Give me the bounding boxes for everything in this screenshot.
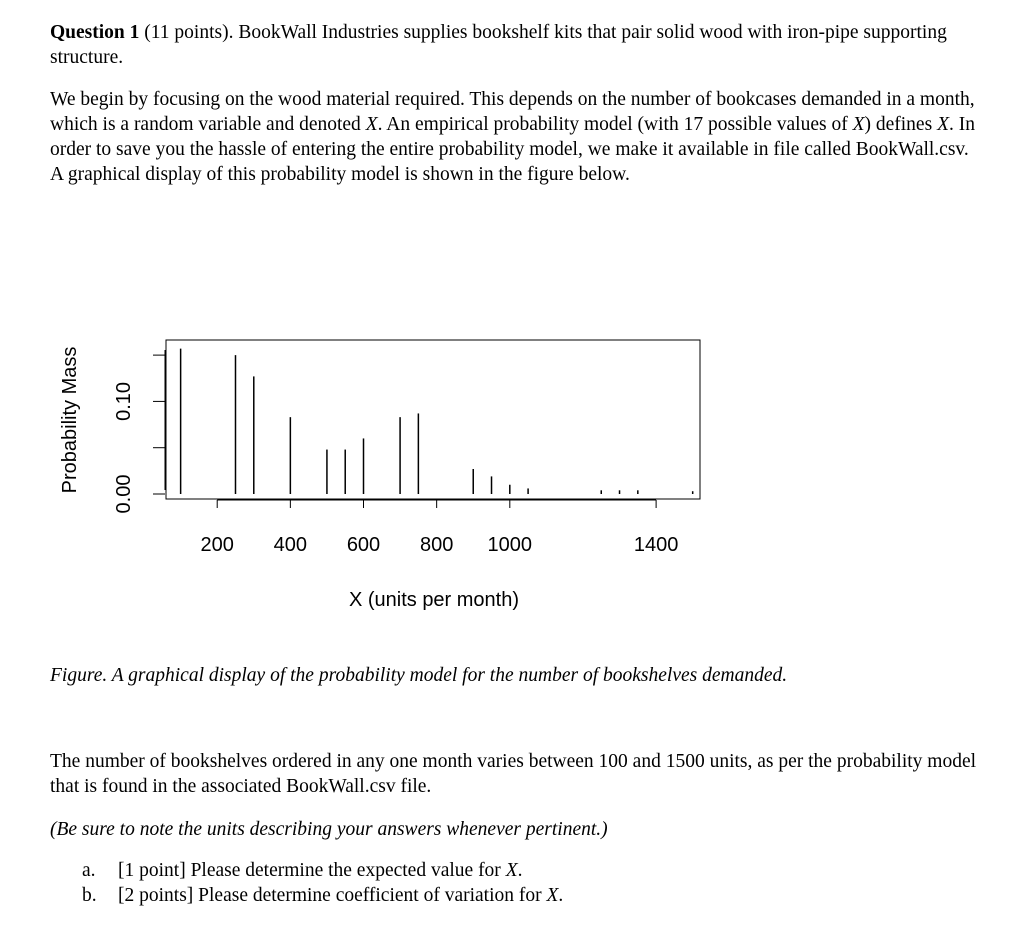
- question-points: (11 points).: [144, 22, 234, 43]
- intro-paragraph: [50, 87, 980, 187]
- item-label: a.: [82, 860, 96, 881]
- intro-text-3: ) defines: [864, 114, 938, 135]
- item-end: .: [517, 860, 523, 881]
- variable-x: X: [852, 114, 865, 135]
- variable-x: X: [505, 860, 518, 881]
- x-tick-label: 400: [273, 534, 308, 556]
- x-tick-label: 800: [419, 534, 454, 556]
- plot-frame: [166, 340, 700, 499]
- intro-text-2: . An empirical probability model (with 17 possible values of: [377, 114, 853, 135]
- variable-x: X: [365, 114, 378, 135]
- x-tick-label: 200: [200, 534, 234, 556]
- intro-text-4: . In order to save you the hassle of entering the entire probability model, we make it available in file called BookWall.csv. A graphical display of this probability model is shown in the figure below.: [50, 114, 975, 185]
- y-tick-label: 0.10: [113, 381, 135, 421]
- item-text: [2 points] Please determine coefficient of variation for: [118, 885, 547, 906]
- y-tick-label: 0.00: [113, 474, 135, 514]
- variable-x: X: [937, 114, 949, 135]
- intro-text-1: We begin by focusing on the wood material required. This depends on the number of bookcases demanded in a month, which is a random variable and denoted: [50, 89, 975, 135]
- question-label: Question 1: [50, 22, 140, 43]
- x-axis: [201, 500, 679, 556]
- range-paragraph: The number of bookshelves ordered in any one month varies between 100 and 1500 units, as per the probability model that is found in the associated BookWall.csv file.: [50, 751, 977, 797]
- y-axis-label: Probability Mass: [59, 346, 81, 494]
- question-text: BookWall Industries supplies bookshelf kits that pair solid wood with iron-pipe supporting structure.: [50, 22, 947, 68]
- x-axis-label: X (units per month): [348, 589, 520, 611]
- x-tick-label: 1000: [487, 534, 533, 556]
- question-item-b: [82, 883, 563, 908]
- item-label: b.: [82, 885, 97, 906]
- question-heading: [50, 20, 980, 70]
- probability-spikes: [181, 349, 693, 494]
- x-tick-label: 600: [346, 534, 381, 556]
- question-item-a: [82, 858, 522, 883]
- variable-x: X: [546, 885, 559, 906]
- y-axis: [113, 350, 165, 513]
- probability-chart: [0, 300, 1024, 630]
- item-text: [1 point] Please determine the expected value for: [118, 860, 506, 881]
- x-tick-label: 1400: [633, 534, 679, 556]
- item-end: .: [558, 885, 564, 906]
- figure-caption: Figure. A graphical display of the probability model for the number of bookshelves demanded.: [50, 665, 788, 686]
- units-note: (Be sure to note the units describing your answers whenever pertinent.): [50, 819, 608, 840]
